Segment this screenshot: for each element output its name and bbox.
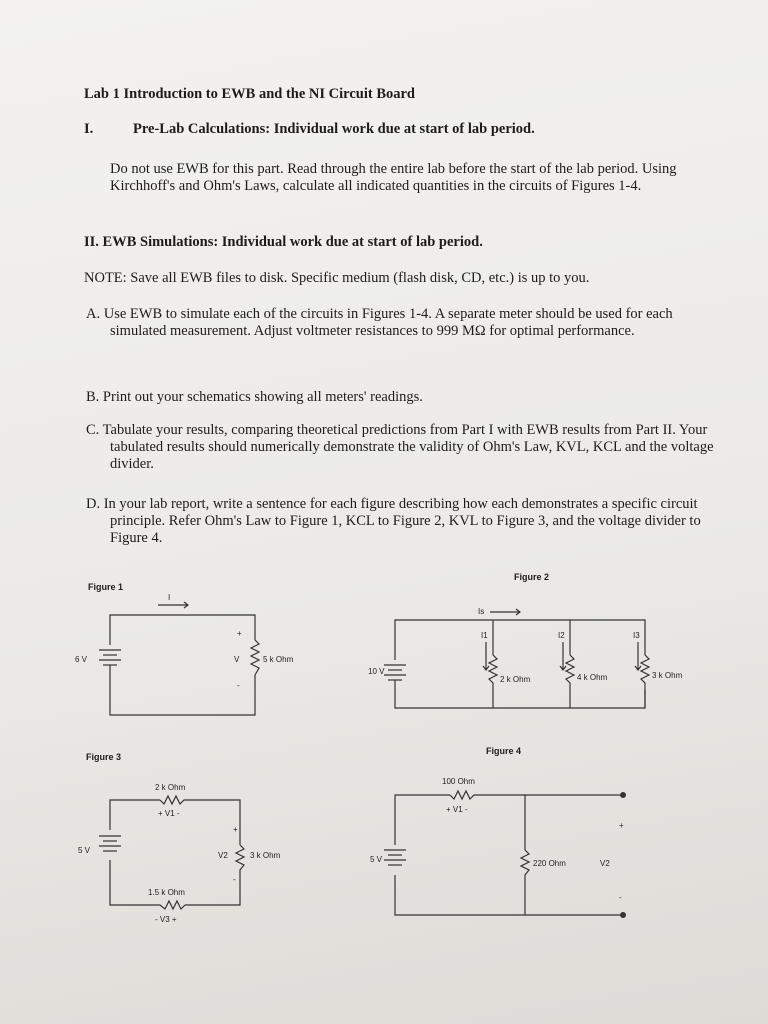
fig3-minus-label: -: [233, 875, 236, 884]
section1-body: Do not use EWB for this part. Read through the entire lab before the start of the lab period. Using Kirchhoff's and Ohm's Laws, calculate all indicated quantities in the circuits of Figures 1-4.: [110, 161, 677, 194]
fig4-plus-label: +: [619, 821, 624, 830]
fig4-v1-label: + V1 -: [446, 805, 468, 814]
fig1-resistor-label: 5 k Ohm: [263, 655, 294, 664]
instruction-item-a: A. Use EWB to simulate each of the circuits in Figures 1-4. A separate meter should be used for each simulated measurement. Adjust voltmeter resistances to 999 MΩ for optimal performance.: [86, 306, 673, 339]
figure1-label: Figure 1: [88, 582, 124, 592]
section1-heading: Pre-Lab Calculations: Individual work due at start of lab period.: [133, 121, 535, 137]
fig3-v1-label: + V1 -: [158, 809, 180, 818]
fig3-r2-label: 3 k Ohm: [250, 851, 281, 860]
fig1-minus-label: -: [237, 681, 240, 690]
instruction-item-c: C. Tabulate your results, comparing theoretical predictions from Part I with EWB results from Part II. Your tabulated results should numerically demonstrate the validity of Ohm's Law, KVL, KCL and the voltage divider.: [86, 422, 714, 472]
section1-number: I.: [84, 121, 94, 137]
fig2-r3-label: 3 k Ohm: [652, 671, 683, 680]
terminal-dot: [620, 792, 626, 798]
fig2-r1-label: 2 k Ohm: [500, 675, 531, 684]
fig4-r1-label: 100 Ohm: [442, 777, 475, 786]
fig4-minus-label: -: [619, 893, 622, 902]
fig3-r3-label: 1.5 k Ohm: [148, 888, 185, 897]
fig2-source-label: 10 V: [368, 667, 385, 676]
section2-note: NOTE: Save all EWB files to disk. Specific medium (flash disk, CD, etc.) is up to you.: [84, 270, 590, 286]
instruction-item-d: D. In your lab report, write a sentence for each figure describing how each demonstrates a specific circuit principle. Refer Ohm's Law to Figure 1, KCL to Figure 2, KVL to Figure 3, and the voltage divider to Figure 4.: [86, 496, 701, 546]
fig2-is-label: Is: [478, 607, 485, 616]
figure4-label: Figure 4: [486, 746, 522, 756]
fig3-source-label: 5 V: [78, 846, 91, 855]
fig2-i1-label: I1: [481, 631, 488, 640]
figure2-circuit: [384, 609, 649, 708]
fig2-i3-label: I3: [633, 631, 640, 640]
fig1-current-label: I: [168, 593, 171, 602]
terminal-dot: [620, 912, 626, 918]
fig1-plus-label: +: [237, 629, 242, 638]
instruction-item-b: B. Print out your schematics showing all meters' readings.: [86, 389, 423, 405]
fig2-r2-label: 4 k Ohm: [577, 673, 608, 682]
fig1-source-label: 6 V: [75, 655, 88, 664]
figure4-circuit: [384, 791, 620, 915]
fig1-voltage-label: V: [234, 655, 240, 664]
fig4-r2-label: 220 Ohm: [533, 859, 566, 868]
fig3-v3-label: - V3 +: [155, 915, 177, 924]
figure3-label: Figure 3: [86, 752, 122, 762]
figure2-label: Figure 2: [514, 572, 550, 582]
document-title: Lab 1 Introduction to EWB and the NI Circuit Board: [84, 86, 416, 102]
section2-heading: II. EWB Simulations: Individual work due at start of lab period.: [84, 234, 483, 250]
fig3-r1-label: 2 k Ohm: [155, 783, 186, 792]
fig3-plus-label: +: [233, 825, 238, 834]
fig3-v2-label: V2: [218, 851, 228, 860]
resistor-symbol: [251, 640, 259, 675]
fig2-i2-label: I2: [558, 631, 565, 640]
fig4-source-label: 5 V: [370, 855, 383, 864]
fig4-v2-label: V2: [600, 859, 610, 868]
